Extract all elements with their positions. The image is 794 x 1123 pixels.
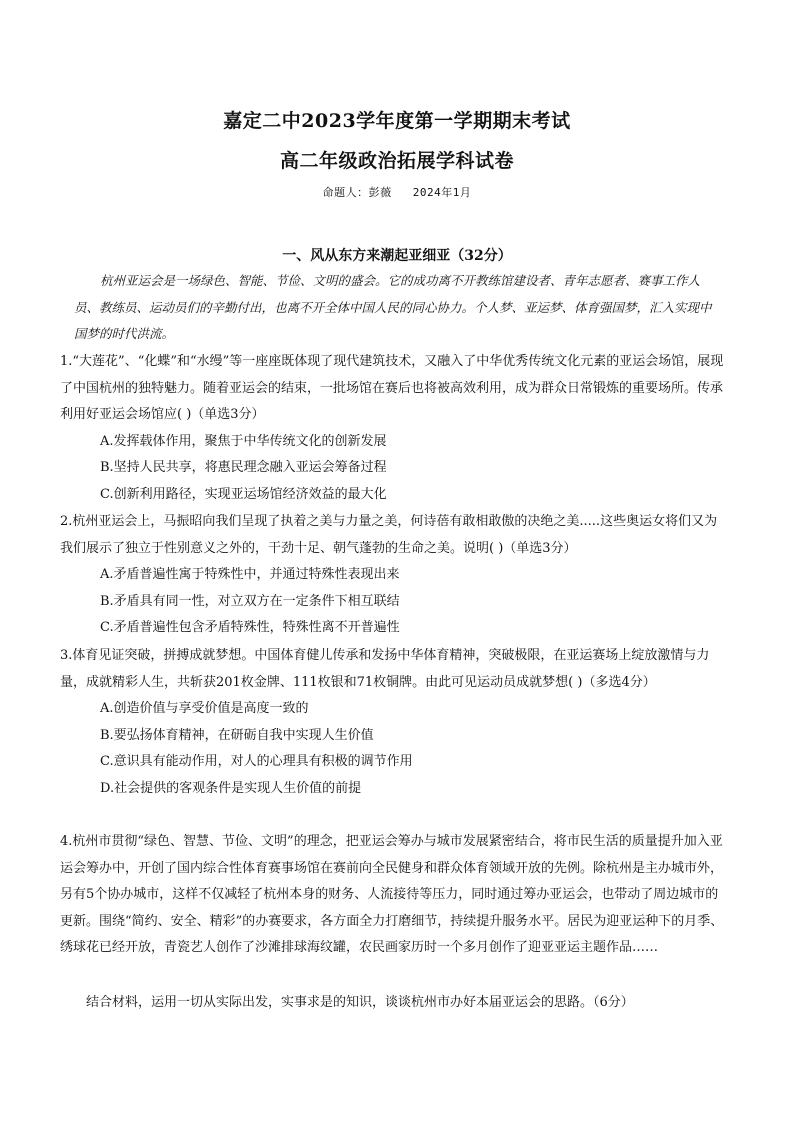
question-stem: 2.杭州亚运会上，马振昭向我们呈现了执着之美与力量之美，何诗蓓有敢相敢傲的决绝之美.....这些奥运女将们又为我们展示了独立于性别意义之外的，干劲十足、朝气蓬勃的生命之美。说明( )（单选3分） bbox=[60, 514, 718, 556]
question-stem: 1.“大莲花”、“化蝶”和“水缦”等一座座既体现了现代建筑技术，又融入了中华优秀传统文化元素的亚运会场馆，展现了中国杭州的独特魅力。随着亚运会的结束，一批场馆在赛后也将被高效利用，成为群众日常锻炼的重要场所。传承利用好亚运会场馆应( )（单选3分） bbox=[60, 354, 724, 423]
option-c: C.创新利用路径，实现亚运场馆经济效益的最大化 bbox=[100, 486, 387, 502]
exam-subtitle: 高二年级政治拓展学科试卷 bbox=[279, 150, 514, 172]
author-label: 命题人：彭薇 bbox=[322, 186, 392, 199]
question-4 bbox=[60, 829, 724, 962]
option-b: B.要弘扬体育精神，在研砺自我中实现人生价值 bbox=[100, 727, 374, 743]
question-3 bbox=[60, 643, 724, 803]
question-stem: 3.体育见证突破，拼搏成就梦想。中国体育健儿传承和发扬中华体育精神，突破极限，在亚运赛场上绽放激情与力量，成就精彩人生，共斩获201枚金牌、111枚银和71枚铜牌。由此可见运动员成就梦想( )（多选4分） bbox=[60, 648, 710, 690]
section-title: 一、风从东方来潮起亚细亚（32分） bbox=[282, 248, 512, 264]
option-b: B.坚持人民共享，将惠民理念融入亚运会筹备过程 bbox=[100, 460, 387, 476]
option-a: A.发挥载体作用，聚焦于中华传统文化的创新发展 bbox=[100, 433, 387, 449]
option-c: C.意识具有能动作用，对人的心理具有积极的调节作用 bbox=[100, 754, 413, 770]
exam-title: 嘉定二中2023学年度第一学期期末考试 bbox=[223, 110, 571, 132]
option-a: A.创造价值与享受价值是高度一致的 bbox=[100, 701, 309, 717]
date-label: 2024年1月 bbox=[412, 186, 472, 199]
option-a: A.矛盾普遍性寓于特殊性中，并通过特殊性表现出来 bbox=[100, 567, 400, 583]
question-2 bbox=[60, 509, 724, 642]
question-1 bbox=[60, 349, 724, 509]
option-d: D.社会提供的客观条件是实现人生价值的前提 bbox=[100, 780, 362, 796]
question-4-material: 4.杭州市贯彻“绿色、智慧、节俭、文明”的理念，把亚运会筹办与城市发展紧密结合，将市民生活的质量提升加入亚运会筹办中，开创了国内综合性体育赛事场馆在赛前向全民健身和群众体育领域开放的先例。除杭州是主办城市外，另有5个协办城市，这样不仅减轻了杭州本身的财务、人流接待等压力，同时通过筹办亚运会，也带动了周边城市的更新。围绕“简约、安全、精彩”的办赛要求，各方面全力打磨细节，持续提升服务水平。居民为迎亚运种下的月季、绣球花已经开放，青瓷艺人创作了沙滩排球海纹罐，农民画家历时一个多月创作了迎亚亚运主题作品…… bbox=[60, 834, 724, 956]
question-4-prompt: 结合材料，运用一切从实际出发，实事求是的知识，谈谈杭州市办好本届亚运会的思路。（6分） bbox=[86, 995, 634, 1010]
section-intro: 杭州亚运会是一场绿色、智能、节俭、文明的盛会。它的成功离不开教练馆建设者、青年志愿者、赛事工作人员、教练员、运动员们的辛勤付出，也离不开全体中国人民的同心协力。个人梦、亚运梦、体育强国梦，汇入实现中国梦的时代洪流。 bbox=[74, 273, 712, 341]
option-c: C.矛盾普遍性包含矛盾特殊性，特殊性离不开普遍性 bbox=[100, 620, 400, 636]
option-b: B.矛盾具有同一性，对立双方在一定条件下相互联结 bbox=[100, 593, 400, 609]
exam-meta bbox=[0, 184, 794, 200]
